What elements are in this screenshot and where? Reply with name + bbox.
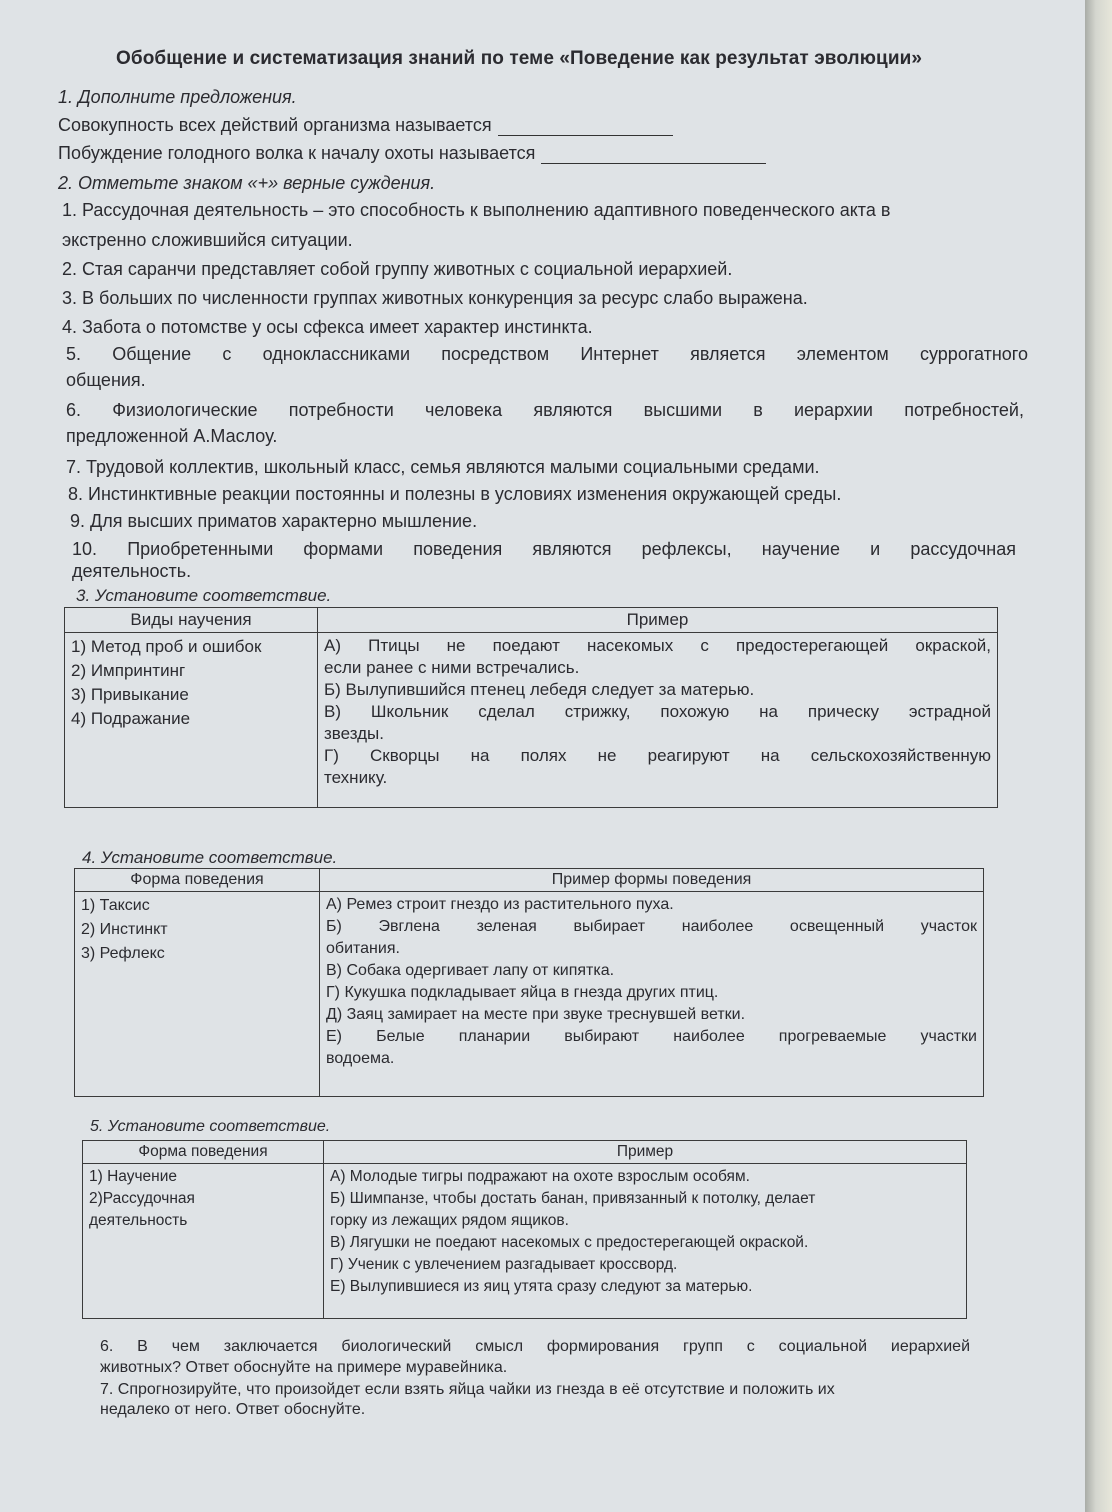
task5-left-1: 1) Научение xyxy=(89,1168,178,1185)
task3-table xyxy=(64,607,998,808)
task5-example-v: В) Лягушки не поедают насекомых с предостерегающей окраской. xyxy=(330,1234,809,1251)
task1-line1-text: Совокупность всех действий организма называется xyxy=(58,115,492,135)
task4-example-v: В) Собака одергивает лапу от кипятка. xyxy=(326,962,615,979)
task3-right-cell xyxy=(318,633,998,808)
task4-table xyxy=(74,868,984,1097)
task4-example-g: Г) Кукушка подкладывает яйца в гнезда других птиц. xyxy=(326,984,719,1001)
task2-item-1b: экстренно сложившийся ситуации. xyxy=(62,230,353,250)
task2-item-9: 9. Для высших приматов характерно мышление. xyxy=(70,511,478,531)
task3-example-a2: если ранее с ними встречались. xyxy=(324,658,580,677)
task3-left-1: 1) Метод проб и ошибок xyxy=(71,637,262,656)
task3-left-cell xyxy=(65,633,318,808)
task4-col2-header: Пример формы поведения xyxy=(320,869,984,892)
task7-line1: 7. Спрогнозируйте, что произойдет если взять яйца чайки из гнезда в её отсутствие и положить их xyxy=(100,1381,835,1398)
task2-item-10a: 10. Приобретенными формами поведения являются рефлексы, научение и рассудочная xyxy=(72,539,1016,559)
task5-col1-header: Форма поведения xyxy=(83,1141,324,1164)
task3-example-g2: технику. xyxy=(324,768,388,787)
answer-blank-1[interactable] xyxy=(498,117,673,136)
task5-right-cell xyxy=(324,1164,967,1319)
task2-item-5a: 5. Общение с одноклассниками посредством Интернет является элементом суррогатного xyxy=(66,344,1028,364)
task3-left-3: 3) Привыкание xyxy=(71,685,189,704)
task2-heading: 2. Отметьте знаком «+» верные суждения. xyxy=(58,173,436,193)
task2-item-4: 4. Забота о потомстве у осы сфекса имеет характер инстинкта. xyxy=(62,317,593,337)
task1-heading: 1. Дополните предложения. xyxy=(58,87,297,107)
task2-item-7: 7. Трудовой коллектив, школьный класс, семья являются малыми социальными средами. xyxy=(66,457,820,477)
task3-example-g1: Г) Скворцы на полях не реагируют на сельскохозяйственную xyxy=(324,746,991,765)
task3-example-b: Б) Вылупившийся птенец лебедя следует за матерью. xyxy=(324,680,755,699)
task3-example-v2: звезды. xyxy=(324,724,384,743)
task2-item-8: 8. Инстинктивные реакции постоянны и полезны в условиях изменения окружающей среды. xyxy=(68,484,842,504)
task4-right-cell xyxy=(320,892,984,1097)
task4-example-b1: Б) Эвглена зеленая выбирает наиболее освещенный участок xyxy=(326,918,977,935)
task4-example-a: А) Ремез строит гнездо из растительного пуха. xyxy=(326,896,674,913)
task5-example-b2: горку из лежащих рядом ящиков. xyxy=(330,1212,569,1229)
task6-line1: 6. В чем заключается биологический смысл формирования групп с социальной иерархией xyxy=(100,1338,970,1355)
task5-example-b1: Б) Шимпанзе, чтобы достать банан, привязанный к потолку, делает xyxy=(330,1190,816,1207)
task5-left-2b: деятельность xyxy=(89,1212,188,1229)
task2-item-6b: предложенной А.Маслоу. xyxy=(66,426,278,446)
task5-example-a: А) Молодые тигры подражают на охоте взрослым особям. xyxy=(330,1168,750,1185)
task4-left-1: 1) Таксис xyxy=(81,897,150,914)
task4-left-3: 3) Рефлекс xyxy=(81,945,165,962)
task5-heading: 5. Установите соответствие. xyxy=(90,1118,331,1135)
task4-col1-header: Форма поведения xyxy=(75,869,320,892)
task3-example-a1: А) Птицы не поедают насекомых с предостерегающей окраской, xyxy=(324,636,991,655)
task2-item-5b: общения. xyxy=(66,370,146,390)
task3-col2-header: Пример xyxy=(318,608,998,633)
task1-line2-text: Побуждение голодного волка к началу охоты называется xyxy=(58,143,536,163)
task6-line2: животных? Ответ обоснуйте на примере муравейника. xyxy=(100,1359,508,1376)
task5-example-g: Г) Ученик с увлечением разгадывает кроссворд. xyxy=(330,1256,678,1273)
task1-line2 xyxy=(58,142,766,164)
task5-col2-header: Пример xyxy=(324,1141,967,1164)
binder-edge xyxy=(1085,0,1112,1512)
task3-heading: 3. Установите соответствие. xyxy=(76,586,332,605)
task5-example-e: Е) Вылупившиеся из яиц утята сразу следуют за матерью. xyxy=(330,1278,753,1295)
task5-left-cell xyxy=(83,1164,324,1319)
task4-example-b2: обитания. xyxy=(326,940,400,957)
task4-left-2: 2) Инстинкт xyxy=(81,921,168,938)
task3-left-2: 2) Импринтинг xyxy=(71,661,186,680)
task1-line1 xyxy=(58,114,673,136)
answer-blank-2[interactable] xyxy=(541,145,766,164)
task4-example-d: Д) Заяц замирает на месте при звуке треснувшей ветки. xyxy=(326,1006,746,1023)
task7-line2: недалеко от него. Ответ обоснуйте. xyxy=(100,1401,366,1418)
task3-example-v1: В) Школьник сделал стрижку, похожую на прическу эстрадной xyxy=(324,702,991,721)
task2-item-6a: 6. Физиологические потребности человека являются высшими в иерархии потребностей, xyxy=(66,400,1024,420)
task4-example-e2: водоема. xyxy=(326,1050,395,1067)
task2-item-1a: 1. Рассудочная деятельность – это способность к выполнению адаптивного поведенческого акта в xyxy=(62,200,891,220)
task2-item-10b: деятельность. xyxy=(72,561,192,581)
task4-heading: 4. Установите соответствие. xyxy=(82,848,338,867)
task3-col1-header: Виды научения xyxy=(65,608,318,633)
task2-item-3: 3. В больших по численности группах животных конкуренция за ресурс слабо выражена. xyxy=(62,288,808,308)
task4-example-e1: Е) Белые планарии выбирают наиболее прогреваемые участки xyxy=(326,1028,977,1045)
page-title: Обобщение и систематизация знаний по теме «Поведение как результат эволюции» xyxy=(116,48,923,69)
task4-left-cell xyxy=(75,892,320,1097)
task2-item-2: 2. Стая саранчи представляет собой группу животных с социальной иерархией. xyxy=(62,259,733,279)
task5-left-2: 2)Рассудочная xyxy=(89,1190,195,1207)
task5-table xyxy=(82,1140,967,1319)
task3-left-4: 4) Подражание xyxy=(71,709,191,728)
